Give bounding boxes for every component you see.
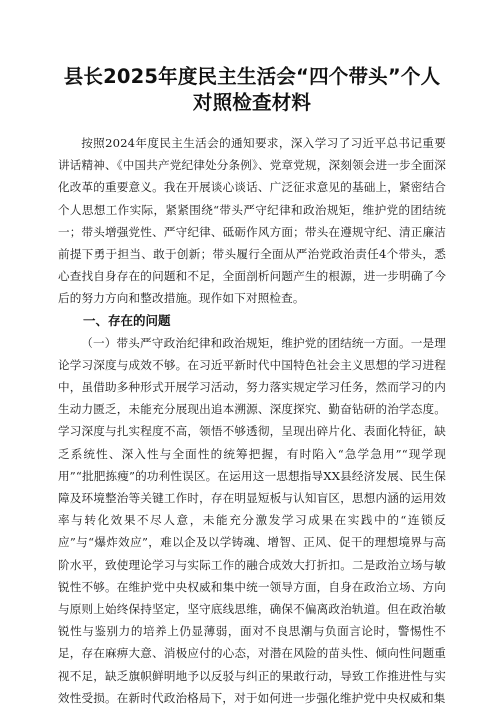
document-title: 县长2025年度民主生活会“四个带头”个人对照检查材料 [63,65,441,114]
intro-paragraph: 按照2024年度民主生活会的通知要求，深入学习了习近平总书记重要讲话精神、《中国共产党纪律处分条例》、党章党规，深刻领会进一步全面深化改革的重要意义。我在开展谈心谈话、广泛征求意见的基础上，紧密结合个人思想工作实际，紧紧围绕“带头严守纪律和政治规矩，维护党的团结统一；带头增强党性、严守纪律、砥砺作风方面；带头在遵规守纪、清正廉洁前提下勇于担当、敢于创新；带头履行全面从严治党政治责任4个带头，悉心查找自身存在的问题和不足，全面剖析问题产生的根源，进一步明确了今后的努力方向和整改措施。现作如下对照检查。 [58,136,446,306]
body-paragraph: （一）带头严守政治纪律和政治规矩，维护党的团结统一方面。一是理论学习深度与成效不够。在习近平新时代中国特色社会主义思想的学习进程中，虽借助多种形式开展学习活动，努力落实规定学习任务，然而学习的内生动力匮乏，未能充分展现出追本溯源、深度探究、勤奋钻研的治学态度。学习深度与扎实程度不高，领悟不够透彻，呈现出碎片化、表面化特征，缺乏系统性、深入性与全面性的统筹把握，有时陷入“急学急用”“现学现用”“批肥拣瘦”的功利性误区。在运用这一思想指导XX县经济发展、民生保障及环境整治等关键工作时，存在明显短板与认知盲区，思想内涵的运用效率与转化效果不尽人意，未能充分激发学习成果在实践中的“连锁反应”与“爆炸效应”，难以企及以学铸魂、增智、正风、促干的理想境界与高阶水平，致使理论学习与实际工作的融合成效大打折扣。二是政治立场与敏锐性不够。在维护党中央权威和集中统一领导方面，自身在政治立场、方向与原则上始终保持坚定，坚守底线思维，确保不偏离政治轨道。但在政治敏锐性与鉴别力的培养上仍显薄弱，面对不良思潮与负面言论时，警惕性不足，存在麻痹大意、消极应付的心态，对潜在风险的苗头性、倾向性问题重视不足，缺乏旗帜鲜明地予以反驳与纠正的果敢行动，导致工作推进性与实效性受损。在新时代政治格局下，对于如何进一步强化维护党中央权威和集 [58,335,446,705]
section-heading: 一、存在的问题 [83,312,171,328]
